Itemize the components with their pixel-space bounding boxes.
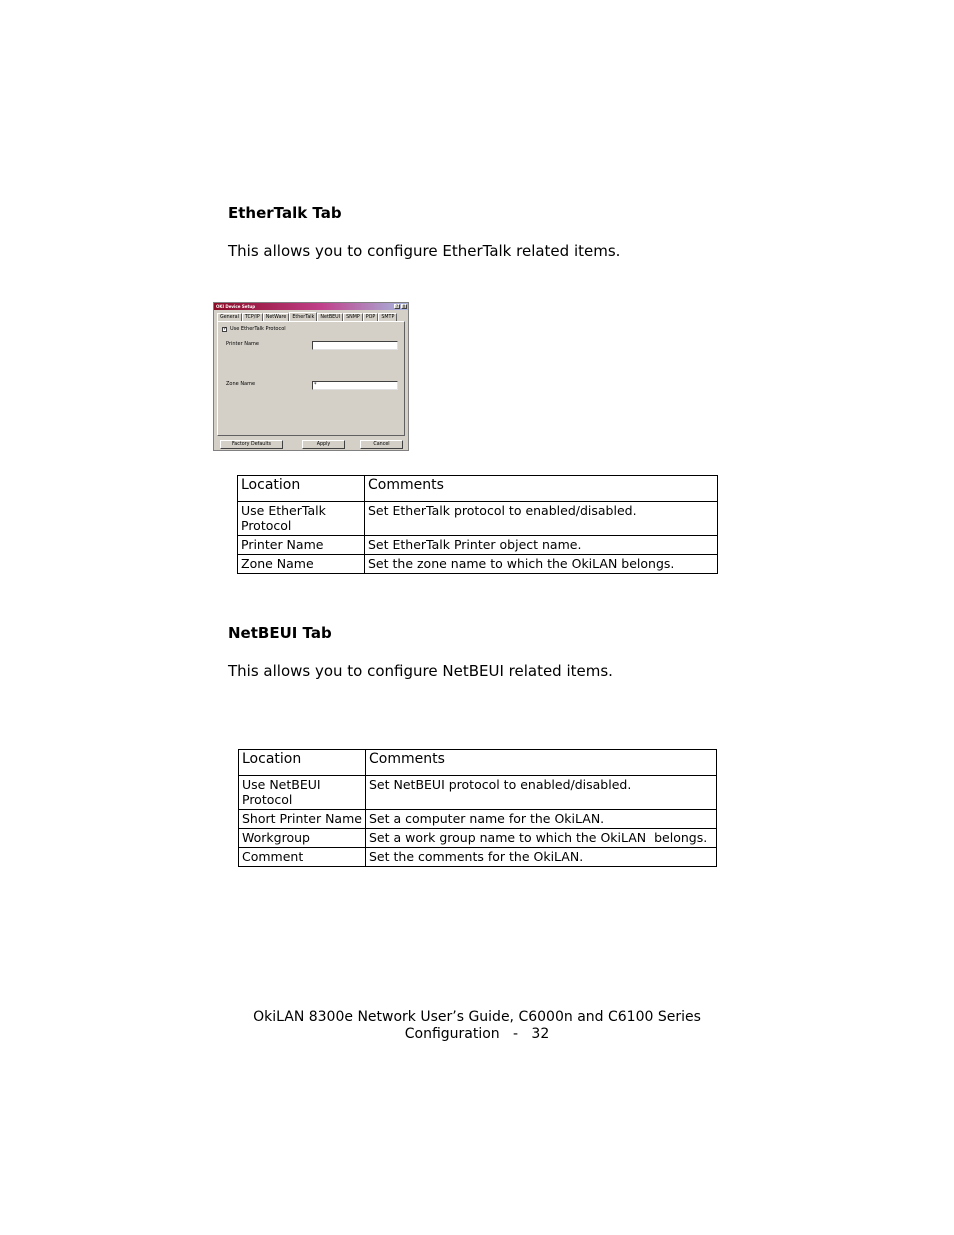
use-ethertalk-label: Use EtherTalk Protocol bbox=[230, 326, 286, 332]
printer-name-label: Printer Name bbox=[226, 341, 259, 347]
column-header-location: Location bbox=[238, 476, 365, 502]
column-header-location: Location bbox=[239, 750, 366, 776]
location-cell: Comment bbox=[239, 848, 366, 867]
location-cell: Printer Name bbox=[238, 536, 365, 555]
dialog-tabs bbox=[217, 312, 397, 321]
ethertalk-dialog-screenshot bbox=[213, 302, 409, 451]
table-row bbox=[239, 829, 717, 848]
table-row bbox=[239, 848, 717, 867]
tab-netware[interactable]: NetWare bbox=[263, 313, 290, 321]
footer-title: OkiLAN 8300e Network User’s Guide, C6000n and C6100 Series bbox=[253, 1009, 701, 1025]
printer-name-input[interactable] bbox=[312, 341, 398, 350]
help-button[interactable]: ? bbox=[395, 304, 399, 309]
ethertalk-heading: EtherTalk Tab bbox=[228, 204, 342, 222]
netbeui-heading: NetBEUI Tab bbox=[228, 624, 332, 642]
apply-button[interactable]: Apply bbox=[302, 440, 345, 449]
comments-cell: Set NetBEUI protocol to enabled/disabled. bbox=[366, 776, 717, 810]
zone-name-input[interactable]: * bbox=[312, 381, 398, 390]
cancel-button[interactable]: Cancel bbox=[360, 440, 403, 449]
location-cell: Use NetBEUI Protocol bbox=[239, 776, 366, 810]
tab-tcpip[interactable]: TCP/IP bbox=[242, 313, 263, 321]
location-cell: Zone Name bbox=[238, 555, 365, 574]
table-header-row bbox=[239, 750, 717, 776]
close-button[interactable]: X bbox=[402, 304, 406, 309]
comments-cell: Set EtherTalk Printer object name. bbox=[365, 536, 718, 555]
tab-smtp[interactable]: SMTP bbox=[378, 313, 397, 321]
zone-name-label: Zone Name bbox=[226, 381, 256, 387]
comments-cell: Set EtherTalk protocol to enabled/disabled. bbox=[365, 502, 718, 536]
tab-snmp[interactable]: SNMP bbox=[343, 313, 363, 321]
location-cell: Workgroup bbox=[239, 829, 366, 848]
location-cell: Short Printer Name bbox=[239, 810, 366, 829]
comments-cell: Set the zone name to which the OkiLAN belongs. bbox=[365, 555, 718, 574]
table-row bbox=[239, 776, 717, 810]
tab-pop[interactable]: POP bbox=[363, 313, 379, 321]
table-row bbox=[238, 536, 718, 555]
use-ethertalk-checkbox[interactable]: ✓ bbox=[223, 326, 228, 332]
netbeui-intro: This allows you to configure NetBEUI related items. bbox=[228, 662, 613, 680]
tab-netbeui[interactable]: NetBEUI bbox=[317, 313, 343, 321]
table-row bbox=[238, 555, 718, 574]
location-cell: Use EtherTalk Protocol bbox=[238, 502, 365, 536]
tab-ethertalk[interactable]: EtherTalk bbox=[289, 312, 317, 321]
tab-panel bbox=[217, 321, 405, 436]
comments-cell: Set a computer name for the OkiLAN. bbox=[366, 810, 717, 829]
comments-cell: Set the comments for the OkiLAN. bbox=[366, 848, 717, 867]
footer-page-number: Configuration - 32 bbox=[404, 1026, 550, 1042]
ethertalk-table bbox=[237, 475, 718, 574]
column-header-comments: Comments bbox=[366, 750, 717, 776]
comments-cell: Set a work group name to which the OkiLAN belongs. bbox=[366, 829, 717, 848]
ethertalk-intro: This allows you to configure EtherTalk related items. bbox=[228, 242, 621, 260]
dialog-title: OKI Device Setup bbox=[216, 304, 256, 309]
dialog-titlebar bbox=[214, 303, 408, 310]
table-row bbox=[238, 502, 718, 536]
table-row bbox=[239, 810, 717, 829]
netbeui-table bbox=[238, 749, 717, 867]
tab-general[interactable]: General bbox=[217, 313, 242, 321]
factory-defaults-button[interactable]: Factory Defaults bbox=[220, 440, 283, 449]
table-header-row bbox=[238, 476, 718, 502]
column-header-comments: Comments bbox=[365, 476, 718, 502]
